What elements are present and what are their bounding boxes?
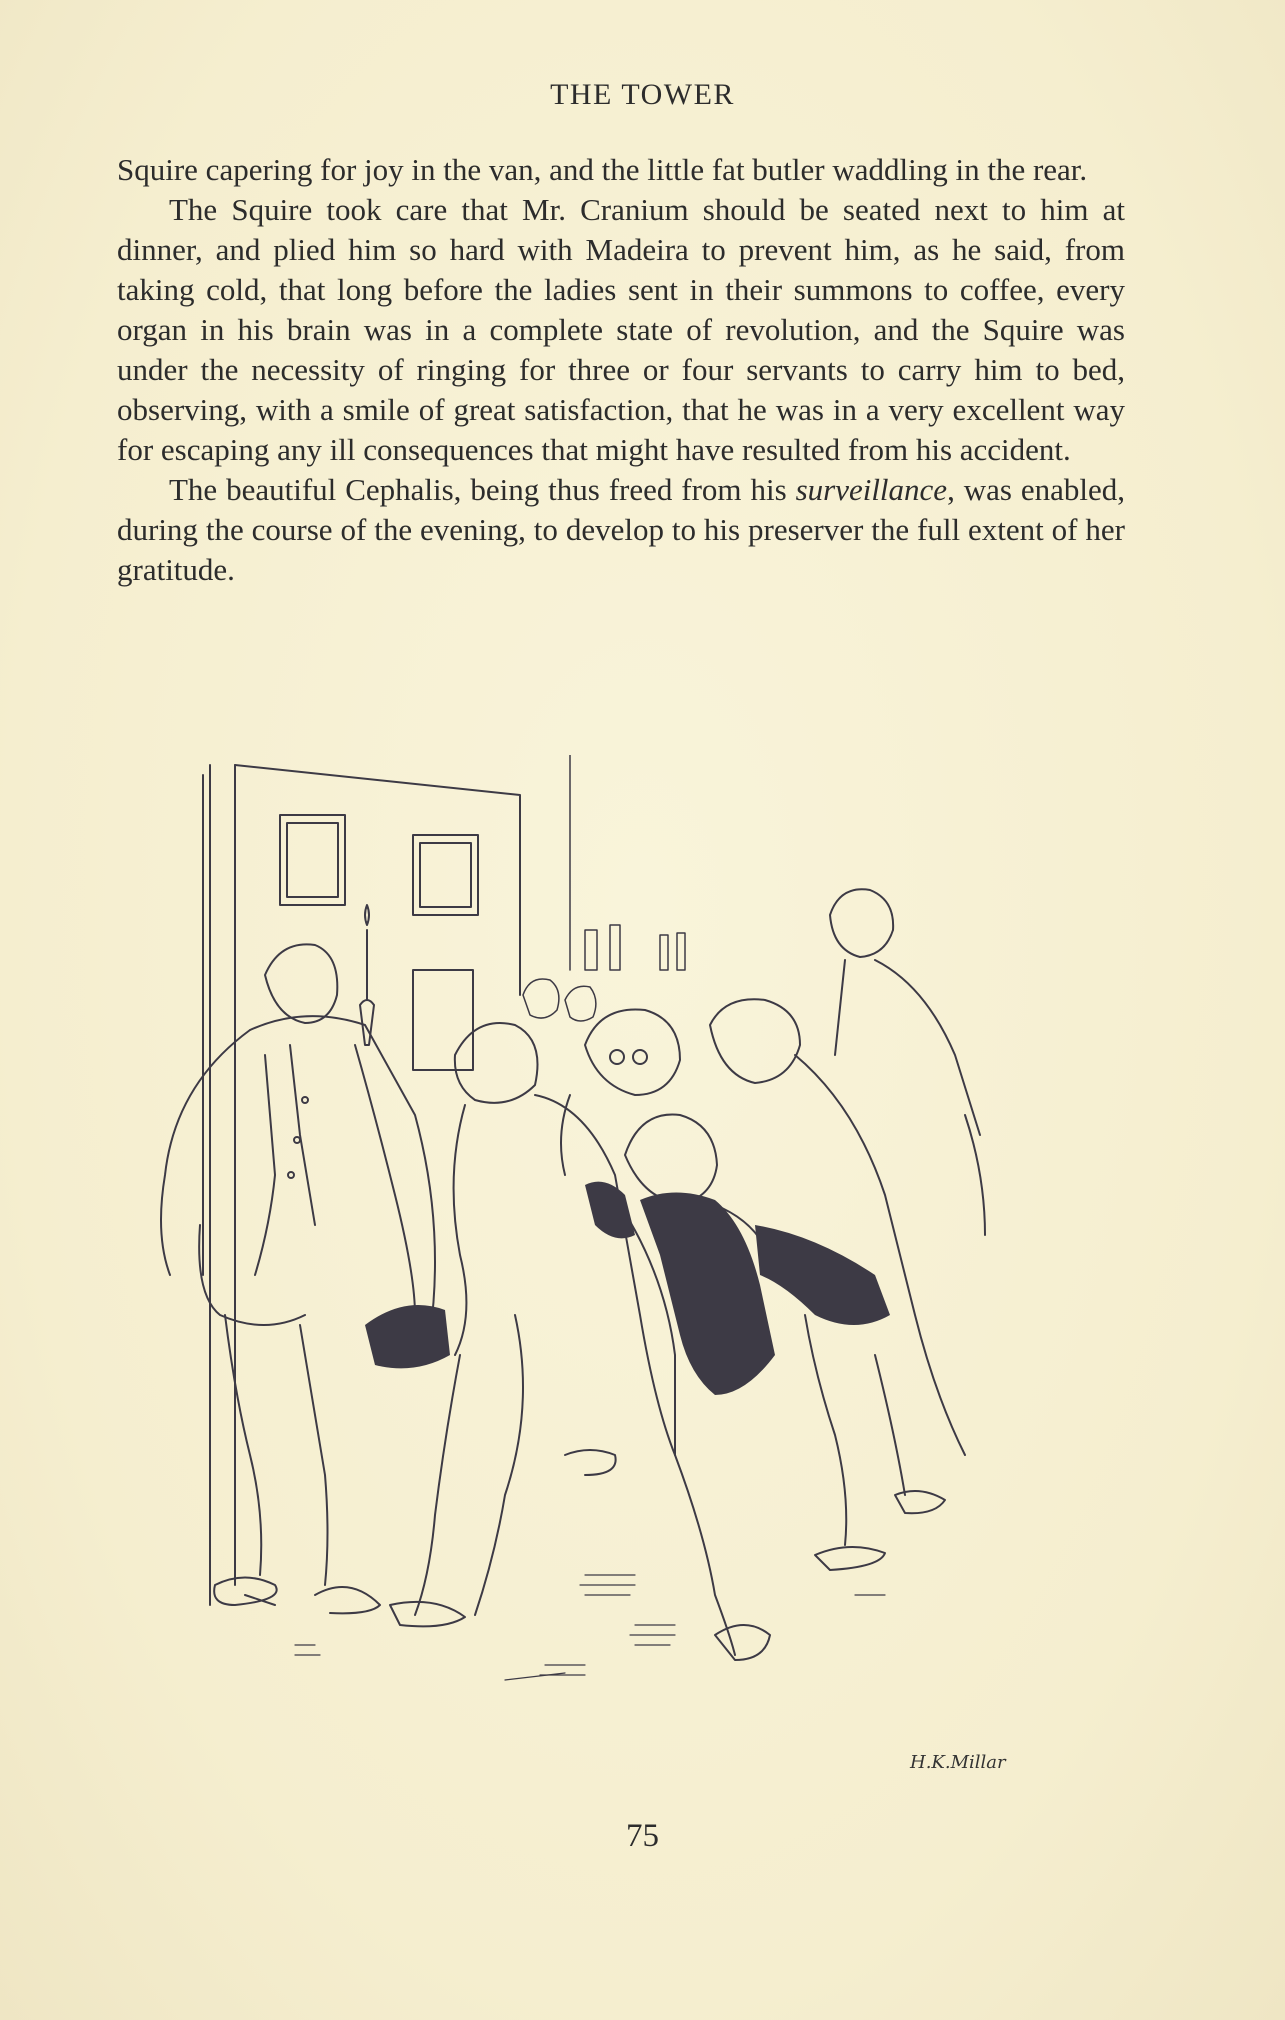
door — [203, 765, 520, 1605]
paragraph-3 — [117, 470, 1125, 590]
body-text — [117, 150, 1125, 590]
paragraph-3-end: , was enabled, during the course of the evening, to develop to his preserver the full extent of her gratitude. — [117, 472, 1126, 587]
paragraph-3-start: The beautiful Cephalis, being thus freed from his — [169, 472, 796, 507]
paragraph-1: Squire capering for joy in the van, and the little fat butler waddling in the rear. — [117, 152, 1088, 187]
paragraph-2: The Squire took care that Mr. Cranium should be seated next to him at dinner, and plied him so hard with Madeira to prevent him, as he said, from taking cold, that long before the ladies sent in their summons to coffee, every organ in his brain was in a complete state of revolution, and the Squire was under the necessity of ringing for three or four servants to carry him to bed, observing, with a smile of great satisfaction, that he was in a very excellent way for escaping any ill consequences that might have resulted from his accident. — [117, 192, 1125, 467]
dark-waistcoat — [585, 1182, 890, 1395]
young-man-back — [830, 889, 985, 1235]
background-bottles — [570, 755, 685, 970]
artist-signature: H.K.Millar — [910, 1752, 1006, 1773]
italic-word: surveillance — [795, 472, 948, 507]
background-faces — [523, 979, 596, 1021]
dark-sleeve-left — [365, 1305, 450, 1368]
running-head: THE TOWER — [550, 78, 735, 111]
spectacled-man — [561, 1009, 680, 1175]
floor-hatching — [295, 1575, 885, 1680]
engraved-illustration — [115, 755, 1125, 1755]
page-number: 75 — [626, 1818, 659, 1854]
